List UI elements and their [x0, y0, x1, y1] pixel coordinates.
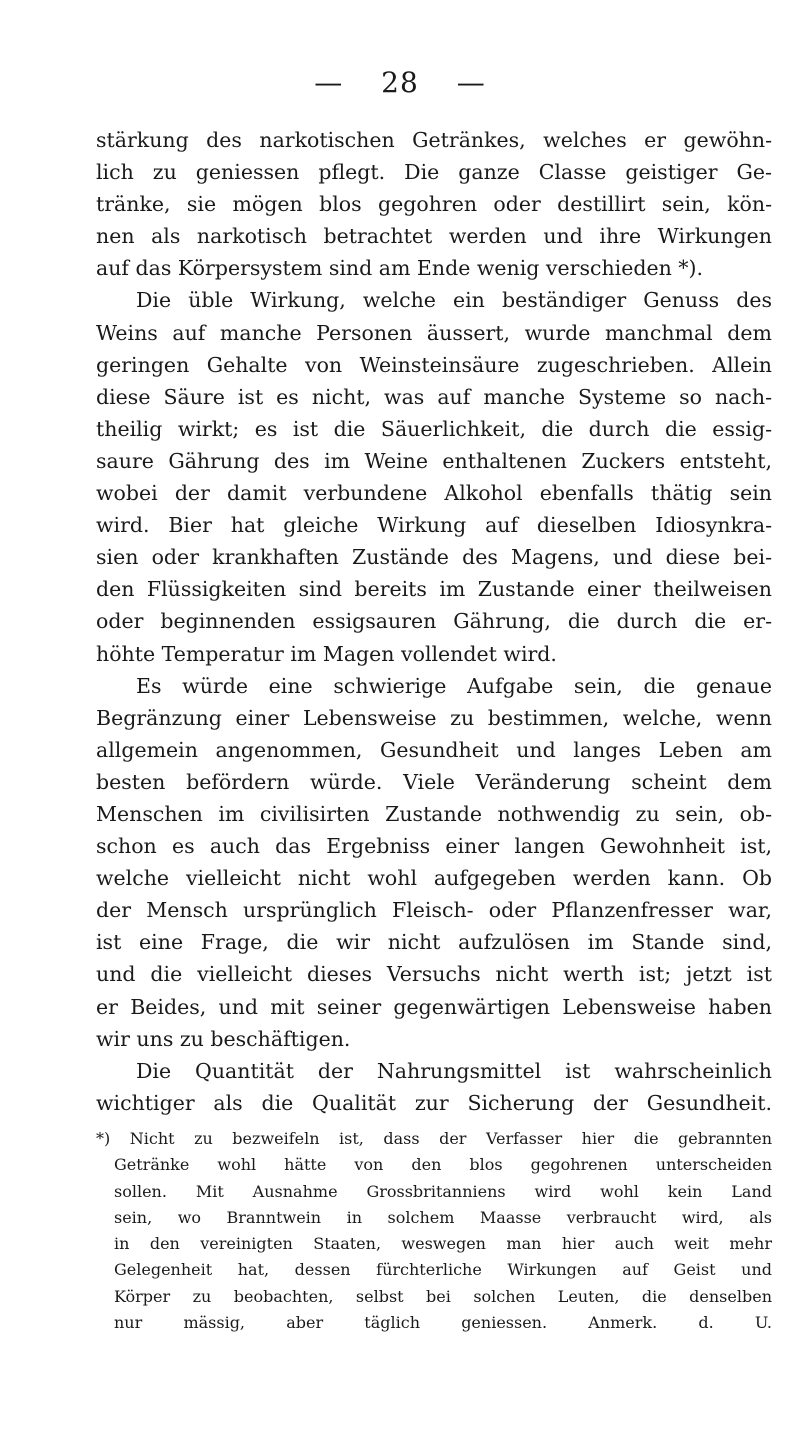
text-line: lich zu geniessen pflegt. Die ganze Classe geistiger Ge- — [96, 160, 772, 185]
page-number-header — [0, 66, 800, 99]
page-number-dash-left: — — [314, 66, 344, 99]
text-line: wichtiger als die Qualität zur Sicherung der Gesundheit. — [96, 1090, 772, 1115]
text-line: oder beginnenden essigsauren Gährung, die durch die er- — [96, 609, 772, 634]
text-line: höhte Temperatur im Magen vollendet wird. — [96, 641, 557, 666]
text-line: tränke, sie mögen blos gegohren oder destillirt sein, kön- — [96, 192, 772, 217]
text-line: stärkung des narkotischen Getränkes, welches er gewöhn- — [96, 128, 772, 152]
text-line: Es würde eine schwierige Aufgabe sein, die genaue — [136, 673, 772, 698]
footnote-line: *) Nicht zu bezweifeln ist, dass der Verfasser hier die gebrannten — [96, 1129, 772, 1148]
text-line: wird. Bier hat gleiche Wirkung auf dieselben Idiosynkra- — [96, 513, 772, 538]
text-line: geringen Gehalte von Weinsteinsäure zugeschrieben. Allein — [96, 352, 772, 377]
text-line: diese Säure ist es nicht, was auf manche Systeme so nach- — [96, 384, 772, 409]
footnote-line: Körper zu beobachten, selbst bei solchen Leuten, die denselben — [114, 1286, 772, 1306]
text-line: Begränzung einer Lebensweise zu bestimmen, welche, wenn — [96, 705, 772, 730]
text-line: ist eine Frage, die wir nicht aufzulösen im Stande sind, — [96, 930, 772, 955]
footnote — [96, 1126, 772, 1336]
text-line: saure Gährung des im Weine enthaltenen Zuckers entsteht, — [96, 448, 772, 473]
text-line: er Beides, und mit seiner gegenwärtigen Lebensweise haben — [96, 994, 772, 1019]
text-line: nen als narkotisch betrachtet werden und ihre Wirkungen — [96, 224, 772, 249]
footnote-line: sein, wo Branntwein in solchem Maasse verbraucht wird, als — [114, 1207, 772, 1227]
footnote-line: Gelegenheit hat, dessen fürchterliche Wirkungen auf Geist und — [114, 1260, 772, 1280]
text-line: den Flüssigkeiten sind bereits im Zustande einer theilweisen — [96, 577, 772, 602]
text-line: Menschen im civilisirten Zustande nothwendig zu sein, ob- — [96, 801, 772, 826]
text-line: Die Quantität der Nahrungsmittel ist wahrscheinlich — [136, 1058, 772, 1083]
footnote-line: nur mässig, aber täglich geniessen. Anmerk. d. U. — [114, 1313, 772, 1333]
text-line: der Mensch ursprünglich Fleisch- oder Pflanzenfresser war, — [96, 898, 772, 923]
text-line: sien oder krankhaften Zustände des Magens, und diese bei- — [96, 545, 772, 570]
footnote-line: in den vereinigten Staaten, weswegen man hier auch weit mehr — [114, 1234, 772, 1254]
main-text — [96, 124, 772, 1119]
text-line: wobei der damit verbundene Alkohol ebenfalls thätig sein — [96, 481, 772, 506]
page-number: 28 — [381, 66, 419, 99]
text-line: allgemein angenommen, Gesundheit und langes Leben am — [96, 737, 772, 762]
footnote-line: sollen. Mit Ausnahme Grossbritanniens wird wohl kein Land — [114, 1181, 772, 1201]
text-line: besten befördern würde. Viele Veränderung scheint dem — [96, 769, 772, 794]
page-number-dash-right: — — [456, 66, 486, 99]
text-line: Die üble Wirkung, welche ein beständiger Genuss des — [136, 288, 772, 313]
footnote-line: Getränke wohl hätte von den blos gegohrenen unterscheiden — [114, 1155, 772, 1175]
text-line: welche vielleicht nicht wohl aufgegeben werden kann. Ob — [96, 866, 772, 891]
text-line: schon es auch das Ergebniss einer langen Gewohnheit ist, — [96, 834, 772, 859]
text-line: wir uns zu beschäftigen. — [96, 1026, 351, 1051]
text-line: und die vielleicht dieses Versuchs nicht werth ist; jetzt ist — [96, 962, 772, 987]
text-line: auf das Körpersystem sind am Ende wenig verschieden *). — [96, 256, 704, 281]
text-line: theilig wirkt; es ist die Säuerlichkeit, die durch die essig- — [96, 416, 772, 441]
text-line: Weins auf manche Personen äussert, wurde manchmal dem — [96, 320, 772, 345]
